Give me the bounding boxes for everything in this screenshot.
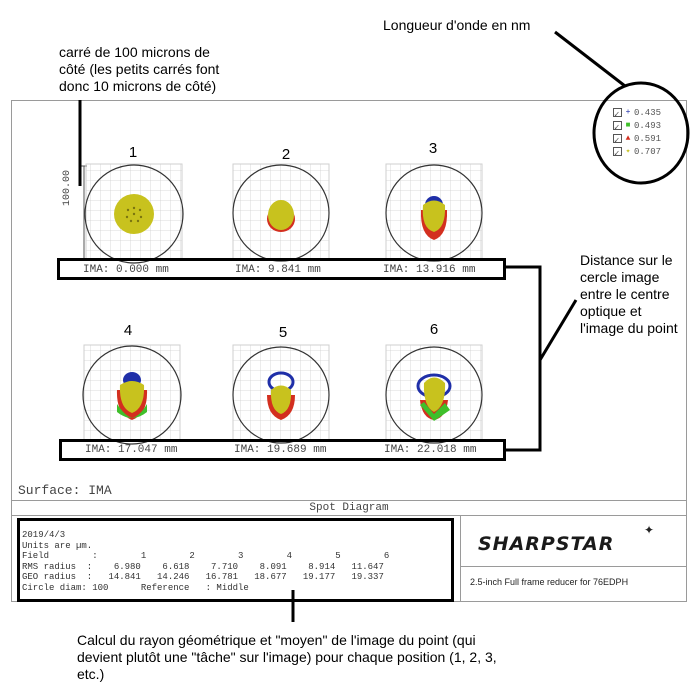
- scale-annotation: [59, 44, 219, 95]
- ima-label-6: IMA: 22.018 mm: [384, 444, 477, 456]
- annotation-line: côté (les petits carrés font: [59, 61, 220, 77]
- annotation-line: entre le centre: [580, 286, 670, 302]
- ima-label-3: IMA: 13.916 mm: [383, 264, 476, 276]
- spot-5: [233, 345, 329, 443]
- wavelength-legend: [613, 106, 661, 158]
- star-icon: ✦: [644, 523, 655, 537]
- legend-symbol-icon: +: [625, 108, 631, 117]
- legend-symbol-icon: ✦: [625, 147, 631, 156]
- ima-label-2: IMA: 9.841 mm: [235, 264, 321, 276]
- annotation-line: etc.): [77, 666, 105, 682]
- spot-6: [386, 345, 482, 443]
- legend-wavelength: 0.493: [634, 120, 662, 131]
- spot-number-5: 5: [278, 324, 288, 341]
- annotation-line: optique et: [580, 303, 642, 319]
- geo-row: GEO radius : 14.841 14.246 16.781 18.677 19.177 19.337: [22, 572, 384, 582]
- spot-number-4: 4: [123, 322, 133, 339]
- spot-2: [233, 164, 329, 261]
- annotation-line: Calcul du rayon géométrique et "moyen" de l'image du point (qui: [77, 632, 476, 648]
- spot-number-3: 3: [428, 140, 438, 157]
- panel-divider: [460, 516, 461, 602]
- checkbox-icon[interactable]: ✓: [613, 134, 622, 143]
- spot-4: [83, 345, 181, 444]
- annotation-line: l'image du point: [580, 320, 678, 336]
- units-line: Units are µm.: [22, 540, 93, 551]
- rms-row: RMS radius : 6.980 6.618 7.710 8.091 8.914 11.647: [22, 561, 384, 572]
- ima-label-1: IMA: 0.000 mm: [83, 264, 169, 276]
- date-line: 2019/4/3: [22, 530, 66, 540]
- ima-label-4: IMA: 17.047 mm: [85, 444, 178, 456]
- spot-number-6: 6: [429, 321, 439, 338]
- scale-label: 100.00: [62, 169, 73, 206]
- spot-3: [386, 164, 482, 261]
- checkbox-icon[interactable]: ✓: [613, 121, 622, 130]
- diagram-title: Spot Diagram: [11, 500, 687, 516]
- field-row: Field : 1 2 3 4 5 6: [22, 551, 390, 561]
- checkbox-icon[interactable]: ✓: [613, 108, 622, 117]
- distance-annotation: [580, 252, 678, 337]
- legend-item[interactable]: [613, 119, 661, 132]
- legend-wavelength: 0.591: [634, 133, 662, 144]
- annotation-line: devient plutôt une "tâche" sur l'image) pour chaque position (1, 2, 3,: [77, 649, 497, 665]
- ima-label-5: IMA: 19.689 mm: [234, 444, 327, 456]
- spot-number-1: 1: [128, 144, 138, 161]
- legend-item[interactable]: [613, 132, 661, 145]
- annotation-line: cercle image: [580, 269, 660, 285]
- legend-wavelength: 0.435: [634, 107, 662, 118]
- circle-row: Circle diam: 100 Reference : Middle: [22, 582, 249, 593]
- spot-number-2: 2: [281, 146, 291, 163]
- wavelength-annotation: Longueur d'onde en nm: [383, 17, 531, 33]
- annotation-line: Distance sur le: [580, 252, 673, 268]
- radius-annotation: [77, 632, 497, 683]
- legend-wavelength: 0.707: [634, 146, 662, 157]
- brand-logo: SHARPSTAR: [478, 533, 615, 555]
- annotation-line: carré de 100 microns de: [59, 44, 210, 60]
- surface-label: Surface: IMA: [18, 483, 112, 498]
- data-highlight-box: [17, 518, 454, 602]
- ima-row-2-highlight: [59, 439, 506, 461]
- legend-symbol-icon: ■: [625, 121, 631, 130]
- lens-description: 2.5-inch Full frame reducer for 76EDPH: [470, 577, 629, 587]
- legend-item[interactable]: [613, 106, 661, 119]
- ima-row-1-highlight: [57, 258, 506, 280]
- spot-1: [85, 164, 183, 263]
- legend-item[interactable]: [613, 145, 661, 158]
- annotation-line: donc 10 microns de côté): [59, 78, 217, 94]
- panel-divider: [460, 566, 687, 567]
- legend-symbol-icon: ▲: [625, 134, 631, 143]
- checkbox-icon[interactable]: ✓: [613, 147, 622, 156]
